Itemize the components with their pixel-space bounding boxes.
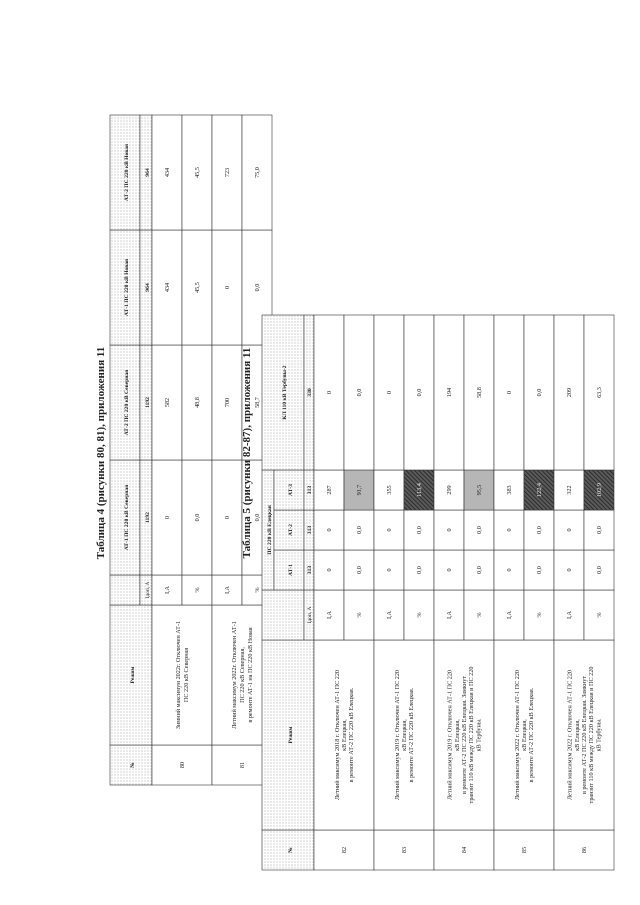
- row-mode-text: Летний максимум 2019 г. Отключен АТ-1 ПС 220: [446, 669, 454, 801]
- header-limit-value: 313: [307, 525, 313, 535]
- row-value: 0,0: [356, 566, 363, 574]
- row-mode-text: кВ Елецкая,: [573, 719, 581, 751]
- row-value: 0,0: [476, 566, 483, 574]
- row-mode-text: Летний максимум 2022 г. Отключен АТ-1 ПС 220: [513, 669, 521, 801]
- row-value: 0: [566, 568, 573, 572]
- row-mode-text: транзит 110 кВ между ПС 220 кВ Елецкая и ПС 220: [588, 666, 596, 804]
- row-value: 723: [224, 167, 231, 178]
- row-unit-label: %: [476, 612, 483, 618]
- row-value: 0: [446, 528, 453, 532]
- row-mode-text: в ремонте АТ-2 ПС 220 кВ Елецкая.: [528, 687, 536, 783]
- row-value: 0: [386, 568, 393, 572]
- header-col-label: АТ-3: [288, 484, 294, 496]
- row-value: 0,0: [254, 283, 261, 292]
- row-mode-text: кВ Тербуны.: [595, 718, 603, 752]
- header-unit-label: Iдоп, А: [307, 606, 313, 624]
- row-mode-text: в ремонте АТ-2 ПС 220 кВ Елецкая. Замкнут: [581, 675, 588, 795]
- row-num-value: 80: [179, 761, 186, 769]
- row-mode-text: кВ Елецкая,: [401, 719, 408, 751]
- row-value: 48,8: [194, 397, 201, 408]
- row-num-value: 84: [461, 846, 468, 854]
- row-value: 0: [386, 390, 393, 395]
- row-unit-label: %: [416, 612, 423, 618]
- row-value: 45,5: [194, 167, 201, 178]
- row-mode-text: в ремонте АТ-2 ПС 220 кВ Елецкая. Замкнут: [461, 675, 468, 795]
- row-unit-label: %: [356, 612, 363, 618]
- row-mode-text: ПС 220 кВ Северная: [183, 647, 190, 703]
- row-value: 58,8: [476, 387, 483, 398]
- header-blank: [262, 590, 304, 640]
- row-unit-label: I,А: [506, 610, 513, 620]
- row-value: 355: [386, 485, 393, 495]
- row-value: 322: [566, 485, 573, 495]
- header-num-label: №: [130, 762, 136, 768]
- row-value: 75,0: [254, 167, 261, 178]
- row-num-value: 81: [239, 761, 246, 769]
- row-unit-label: %: [254, 587, 261, 593]
- header-col-label: АТ-2 ПС 220 кВ Новая: [124, 143, 130, 202]
- header-limit-value: 1192: [145, 512, 151, 523]
- header-mode-label: Режим: [130, 666, 136, 684]
- row-value: 383: [506, 485, 513, 495]
- row-mode-text: Летний максимум 2018 г. Отключен АТ-1 ПС 220: [333, 669, 341, 801]
- header-group-label: ПС 220 кВ Елецкая: [267, 505, 273, 555]
- row-value: 0,0: [476, 526, 483, 534]
- row-value: 209: [566, 387, 573, 398]
- row-value: 0: [326, 568, 333, 572]
- row-value: 287: [326, 485, 333, 495]
- row-value: 45,5: [194, 282, 201, 293]
- table4-caption: Таблица 4 (рисунки 80, 81), приложения 11: [95, 346, 107, 560]
- row-mode-text: Летний максимум 2022г. Отключен АТ-1: [231, 621, 238, 729]
- header-col-label: АТ-2 ПС 220 кВ Северная: [124, 369, 130, 436]
- row-value: 102,9: [596, 483, 603, 497]
- row-value: 434: [164, 282, 171, 293]
- row-value: 0,0: [596, 566, 603, 574]
- row-mode: [152, 605, 212, 745]
- row-value: 0: [446, 568, 453, 572]
- row-value: 0: [224, 285, 231, 290]
- row-value: 0,0: [194, 513, 201, 522]
- row-mode-text: кВ Тербуны.: [475, 718, 483, 752]
- header-limit-value: 964: [145, 168, 151, 177]
- row-mode-text: Летний максимум 2019 г. Отключен АТ-1 ПС 220: [393, 669, 401, 801]
- row-value: 0: [386, 528, 393, 532]
- row-value: 0: [506, 390, 513, 395]
- header-limit-value: 313: [307, 565, 313, 575]
- header-mode-label: Режим: [288, 726, 294, 744]
- header-col-label: АТ-1: [288, 564, 294, 576]
- row-value: 434: [164, 167, 171, 178]
- row-value: 58,7: [254, 397, 261, 408]
- header-col-label: АТ-1 ПС 220 кВ Северная: [124, 484, 130, 551]
- row-value: 91,7: [356, 484, 363, 496]
- row-unit-label: %: [596, 612, 603, 618]
- header-blank: [110, 575, 140, 605]
- row-mode-text: кВ Елецкая,: [521, 719, 528, 751]
- header-limit-value: 964: [145, 283, 151, 292]
- row-value: 0,0: [416, 388, 423, 397]
- row-unit-label: I,А: [566, 610, 573, 620]
- header-col-label: АТ-2: [288, 524, 294, 536]
- row-value: 0,0: [416, 566, 423, 574]
- row-mode-text: ПС 220 кВ Северная,: [239, 647, 246, 703]
- row-value: 0: [506, 528, 513, 532]
- header-col-label: АТ-1 ПС 220 кВ Новая: [124, 258, 130, 317]
- header-unit-label: Iдоп, А: [145, 581, 151, 599]
- row-value: 0,0: [596, 526, 603, 534]
- row-value: 0,0: [536, 566, 543, 574]
- row-num-value: 85: [521, 846, 528, 854]
- row-unit-label: I,А: [224, 585, 231, 595]
- row-value: 113,4: [416, 483, 423, 497]
- row-unit-label: I,А: [446, 610, 453, 620]
- row-value: 0: [164, 515, 171, 520]
- row-mode-text: кВ Елецкая,: [453, 719, 461, 751]
- row-value: 0,0: [536, 388, 543, 397]
- row-value: 194: [446, 387, 453, 398]
- row-value: 0: [566, 528, 573, 532]
- row-num-value: 82: [341, 846, 348, 854]
- row-unit-label: %: [194, 587, 201, 593]
- row-mode-text: Летний максимум 2022 г. Отключен АТ-1 ПС 220: [566, 669, 574, 801]
- row-value: 0,0: [356, 388, 363, 397]
- row-value: 0: [224, 515, 231, 520]
- row-unit-label: %: [536, 612, 543, 618]
- row-value: 122,4: [536, 483, 543, 497]
- row-value: 299: [446, 485, 453, 495]
- row-value: 0: [326, 390, 333, 395]
- row-unit-label: I,А: [326, 610, 333, 620]
- row-unit-label: I,А: [386, 610, 393, 620]
- row-num-value: 83: [401, 846, 408, 854]
- header-col-label: КЛ 110 кВ Тербуны-2: [282, 365, 288, 420]
- table5: [262, 315, 614, 870]
- row-mode-text: в ремонте АТ-2 ПС 220 кВ Елецкая.: [408, 687, 416, 783]
- row-mode-text: транзит 110 кВ между ПС 220 кВ Елецкая и ПС 220: [468, 666, 476, 804]
- row-value: 0,0: [536, 526, 543, 534]
- header-limit-value: 313: [307, 485, 313, 495]
- row-value: 63,3: [596, 387, 603, 398]
- row-value: 0: [506, 568, 513, 572]
- row-mode-text: в ремонте АТ-2 ПС 220 кВ Елецкая.: [348, 687, 356, 783]
- row-mode-text: в ремонте АТ-1 на ПС 220 кВ Новая: [247, 627, 254, 723]
- table5-caption: Таблица 5 (рисунки 82-87), приложения 11: [241, 347, 253, 559]
- row-value: 0,0: [356, 526, 363, 534]
- row-value: 0: [326, 528, 333, 532]
- header-num-label: №: [288, 847, 294, 853]
- row-value: 0,0: [416, 526, 423, 534]
- row-unit-label: I,А: [164, 585, 171, 595]
- row-value: 700: [224, 397, 231, 408]
- header-limit-value: 330: [307, 388, 313, 397]
- row-mode-text: Зимний максимум 2022г. Отключен АТ-1: [175, 620, 182, 730]
- row-value: 95,5: [476, 484, 483, 496]
- row-value: 582: [164, 397, 171, 408]
- row-mode-text: кВ Елецкая,: [341, 719, 348, 751]
- row-value: 0,0: [254, 513, 261, 522]
- row-num-value: 86: [581, 846, 588, 854]
- header-limit-value: 1192: [145, 397, 151, 408]
